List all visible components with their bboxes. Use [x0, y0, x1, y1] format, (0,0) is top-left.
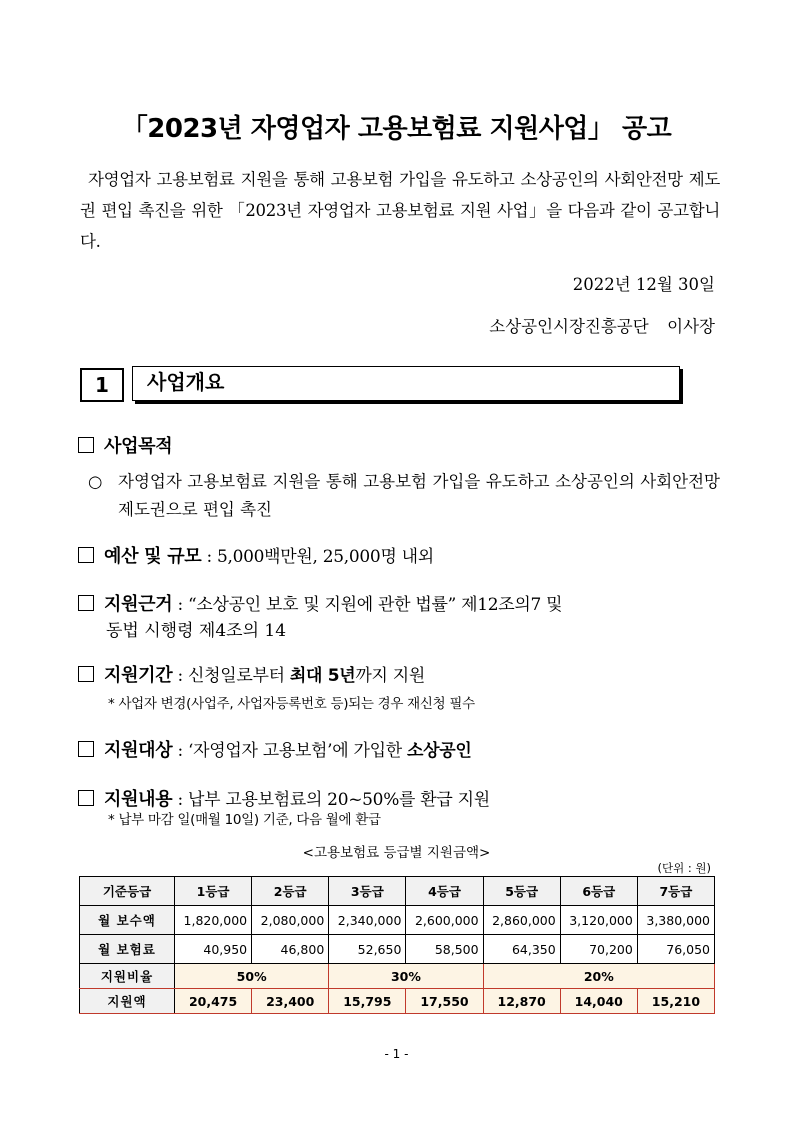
rate-cell: 50%: [175, 964, 329, 989]
table-row-premium: [80, 935, 715, 964]
premium-cell: 76,050: [637, 935, 714, 964]
period-pre: 신청일로부터: [188, 666, 290, 686]
rate-cell: 30%: [329, 964, 483, 989]
target-strong: 소상공인: [406, 741, 472, 761]
premium-cell: 40,950: [175, 935, 252, 964]
premium-cell: 46,800: [252, 935, 329, 964]
section-title: 사업개요: [132, 366, 680, 401]
row-label: 지원액: [80, 989, 175, 1014]
purpose-text: 자영업자 고용보험료 지원을 통해 고용보험 가입을 유도하고 소상공인의 사회안전망 제도권으로 편입 촉진: [118, 472, 720, 519]
basis-heading: 지원근거: [104, 594, 173, 615]
header-cell: 5등급: [483, 877, 560, 906]
page-number: - 1 -: [384, 1047, 409, 1061]
target-item: [78, 736, 471, 762]
notice-date: 2022년 12월 30일: [572, 275, 715, 294]
purpose-detail: [88, 468, 720, 524]
section-number: 1: [80, 368, 124, 402]
rate-cell: 20%: [483, 964, 714, 989]
purpose-item: [78, 432, 172, 458]
budget-separator: :: [201, 547, 218, 567]
salary-cell: 3,120,000: [560, 906, 637, 935]
budget-item: [78, 542, 434, 568]
salary-cell: 2,860,000: [483, 906, 560, 935]
header-cell: 1등급: [175, 877, 252, 906]
table-caption: <고용보험료 등급별 지원금액>: [302, 845, 491, 861]
salary-cell: 2,600,000: [406, 906, 483, 935]
period-heading: 지원기간: [104, 665, 173, 686]
table-unit: (단위 : 원): [657, 861, 711, 875]
budget-text: 5,000백만원, 25,000명 내외: [217, 547, 434, 567]
checkbox-square-icon: [78, 437, 94, 453]
amount-cell: 23,400: [252, 989, 329, 1014]
target-pre: ‘자영업자 고용보험’에 가입한: [188, 741, 407, 761]
period-post: 까지 지원: [355, 666, 425, 686]
content-heading: 지원내용: [104, 789, 173, 810]
header-cell: 2등급: [252, 877, 329, 906]
checkbox-square-icon: [78, 666, 94, 682]
content-text: 납부 고용보험료의 20~50%를 환급 지원: [188, 790, 490, 810]
salary-cell: 2,340,000: [329, 906, 406, 935]
row-label: 지원비율: [80, 964, 175, 989]
checkbox-square-icon: [78, 547, 94, 563]
amount-cell: 15,210: [637, 989, 714, 1014]
period-separator: :: [172, 666, 188, 686]
checkbox-square-icon: [78, 790, 94, 806]
checkbox-square-icon: [78, 741, 94, 757]
header-cell: 기준등급: [80, 877, 175, 906]
premium-cell: 64,350: [483, 935, 560, 964]
amount-cell: 12,870: [483, 989, 560, 1014]
premium-cell: 70,200: [560, 935, 637, 964]
header-cell: 7등급: [637, 877, 714, 906]
checkbox-square-icon: [78, 595, 94, 611]
circle-bullet-icon: ○: [88, 472, 103, 491]
premium-cell: 58,500: [406, 935, 483, 964]
basis-text: “소상공인 보호 및 지원에 관한 법률” 제12조의7 및: [188, 595, 563, 615]
budget-heading: 예산 및 규모: [104, 546, 202, 567]
amount-cell: 20,475: [175, 989, 252, 1014]
issuer: 소상공인시장진흥공단 이사장: [489, 317, 715, 336]
salary-cell: 3,380,000: [637, 906, 714, 935]
header-cell: 4등급: [406, 877, 483, 906]
amount-cell: 17,550: [406, 989, 483, 1014]
table-row-amount: [80, 989, 715, 1014]
intro-paragraph: 자영업자 고용보험료 지원을 통해 고용보험 가입을 유도하고 소상공인의 사회안전망 제도권 편입 촉진을 위한 「2023년 자영업자 고용보험료 지원 사업」을 다음과 같이 공고합니다.: [80, 170, 720, 251]
row-label: 월 보수액: [80, 906, 175, 935]
basis-separator: :: [172, 595, 188, 615]
amount-cell: 15,795: [329, 989, 406, 1014]
table-header-row: [80, 877, 715, 906]
row-label: 월 보험료: [80, 935, 175, 964]
header-cell: 6등급: [560, 877, 637, 906]
basis-continued: 동법 시행령 제4조의 14: [106, 621, 287, 641]
target-separator: :: [172, 741, 188, 761]
content-note: * 납부 마감 일(매월 10일) 기준, 다음 월에 환급: [108, 812, 381, 828]
header-cell: 3등급: [329, 877, 406, 906]
content-separator: :: [172, 790, 188, 810]
period-item: [78, 661, 425, 687]
notice-title: 「2023년 자영업자 고용보험료 지원사업」 공고: [121, 114, 672, 144]
salary-cell: 2,080,000: [252, 906, 329, 935]
table-row-rate: [80, 964, 715, 989]
period-note: * 사업자 변경(사업주, 사업자등록번호 등)되는 경우 재신청 필수: [108, 696, 475, 712]
basis-item: [78, 590, 562, 616]
table-row-salary: [80, 906, 715, 935]
premium-cell: 52,650: [329, 935, 406, 964]
amount-cell: 14,040: [560, 989, 637, 1014]
period-strong: 최대 5년: [289, 666, 356, 686]
purpose-heading: 사업목적: [104, 436, 173, 457]
target-heading: 지원대상: [104, 740, 173, 761]
salary-cell: 1,820,000: [175, 906, 252, 935]
support-amount-table: [79, 876, 715, 1014]
